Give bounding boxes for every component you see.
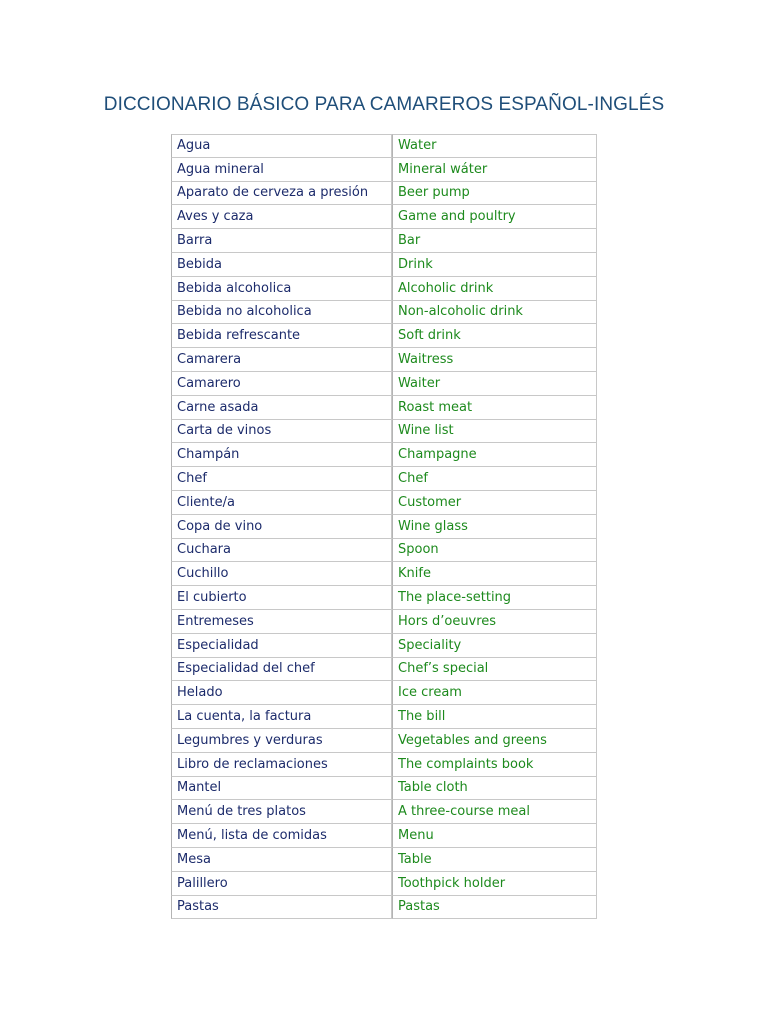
table-row xyxy=(171,610,597,634)
table-row xyxy=(171,420,597,444)
english-term: Chef xyxy=(392,467,597,491)
table-row xyxy=(171,896,597,920)
table-row xyxy=(171,681,597,705)
spanish-term: Agua xyxy=(171,134,392,158)
table-row xyxy=(171,824,597,848)
page-title: DICCIONARIO BÁSICO PARA CAMAREROS ESPAÑOL-INGLÉS xyxy=(103,94,665,115)
table-row xyxy=(171,134,597,158)
table-row xyxy=(171,729,597,753)
spanish-term: Bebida alcoholica xyxy=(171,277,392,301)
table-row xyxy=(171,586,597,610)
table-row xyxy=(171,800,597,824)
table-row xyxy=(171,396,597,420)
spanish-term: Chef xyxy=(171,467,392,491)
spanish-term: Mantel xyxy=(171,777,392,801)
table-row xyxy=(171,467,597,491)
english-term: Table xyxy=(392,848,597,872)
table-row xyxy=(171,372,597,396)
table-row xyxy=(171,777,597,801)
spanish-term: Camarero xyxy=(171,372,392,396)
english-term: Mineral wáter xyxy=(392,158,597,182)
spanish-term: Carta de vinos xyxy=(171,420,392,444)
spanish-term: Aves y caza xyxy=(171,205,392,229)
spanish-term: La cuenta, la factura xyxy=(171,705,392,729)
table-row xyxy=(171,705,597,729)
english-term: Knife xyxy=(392,562,597,586)
table-row xyxy=(171,229,597,253)
table-row xyxy=(171,872,597,896)
spanish-term: Cliente/a xyxy=(171,491,392,515)
english-term: Alcoholic drink xyxy=(392,277,597,301)
spanish-term: Aparato de cerveza a presión xyxy=(171,182,392,206)
table-row xyxy=(171,205,597,229)
table-row xyxy=(171,515,597,539)
spanish-term: El cubierto xyxy=(171,586,392,610)
spanish-term: Barra xyxy=(171,229,392,253)
spanish-term: Cuchillo xyxy=(171,562,392,586)
english-term: Waiter xyxy=(392,372,597,396)
spanish-term: Especialidad xyxy=(171,634,392,658)
table-row xyxy=(171,277,597,301)
table-row xyxy=(171,253,597,277)
spanish-term: Bebida no alcoholica xyxy=(171,301,392,325)
spanish-term: Especialidad del chef xyxy=(171,658,392,682)
english-term: Non-alcoholic drink xyxy=(392,301,597,325)
english-term: Vegetables and greens xyxy=(392,729,597,753)
english-term: Hors d’oeuvres xyxy=(392,610,597,634)
english-term: Pastas xyxy=(392,896,597,920)
spanish-term: Carne asada xyxy=(171,396,392,420)
english-term: Water xyxy=(392,134,597,158)
spanish-term: Menú de tres platos xyxy=(171,800,392,824)
english-term: A three-course meal xyxy=(392,800,597,824)
table-row xyxy=(171,182,597,206)
english-term: Drink xyxy=(392,253,597,277)
table-row xyxy=(171,562,597,586)
english-term: Game and poultry xyxy=(392,205,597,229)
spanish-term: Palillero xyxy=(171,872,392,896)
table-row xyxy=(171,848,597,872)
english-term: Table cloth xyxy=(392,777,597,801)
spanish-term: Pastas xyxy=(171,896,392,920)
english-term: Speciality xyxy=(392,634,597,658)
spanish-term: Helado xyxy=(171,681,392,705)
english-term: Beer pump xyxy=(392,182,597,206)
table-row xyxy=(171,324,597,348)
english-term: Wine list xyxy=(392,420,597,444)
spanish-term: Entremeses xyxy=(171,610,392,634)
spanish-term: Libro de reclamaciones xyxy=(171,753,392,777)
table-row xyxy=(171,539,597,563)
table-row xyxy=(171,301,597,325)
spanish-term: Copa de vino xyxy=(171,515,392,539)
vocabulary-table xyxy=(171,134,597,919)
spanish-term: Camarera xyxy=(171,348,392,372)
english-term: Ice cream xyxy=(392,681,597,705)
table-row xyxy=(171,443,597,467)
spanish-term: Legumbres y verduras xyxy=(171,729,392,753)
english-term: Champagne xyxy=(392,443,597,467)
table-row xyxy=(171,634,597,658)
english-term: Customer xyxy=(392,491,597,515)
english-term: Waitress xyxy=(392,348,597,372)
spanish-term: Agua mineral xyxy=(171,158,392,182)
spanish-term: Champán xyxy=(171,443,392,467)
english-term: The complaints book xyxy=(392,753,597,777)
table-row xyxy=(171,658,597,682)
english-term: The bill xyxy=(392,705,597,729)
spanish-term: Bebida xyxy=(171,253,392,277)
spanish-term: Menú, lista de comidas xyxy=(171,824,392,848)
table-row xyxy=(171,491,597,515)
english-term: Toothpick holder xyxy=(392,872,597,896)
english-term: The place-setting xyxy=(392,586,597,610)
spanish-term: Mesa xyxy=(171,848,392,872)
english-term: Soft drink xyxy=(392,324,597,348)
vocabulary-table-body xyxy=(171,134,597,919)
spanish-term: Cuchara xyxy=(171,539,392,563)
table-row xyxy=(171,158,597,182)
table-row xyxy=(171,348,597,372)
english-term: Chef’s special xyxy=(392,658,597,682)
spanish-term: Bebida refrescante xyxy=(171,324,392,348)
english-term: Spoon xyxy=(392,539,597,563)
english-term: Menu xyxy=(392,824,597,848)
english-term: Wine glass xyxy=(392,515,597,539)
english-term: Roast meat xyxy=(392,396,597,420)
english-term: Bar xyxy=(392,229,597,253)
table-row xyxy=(171,753,597,777)
